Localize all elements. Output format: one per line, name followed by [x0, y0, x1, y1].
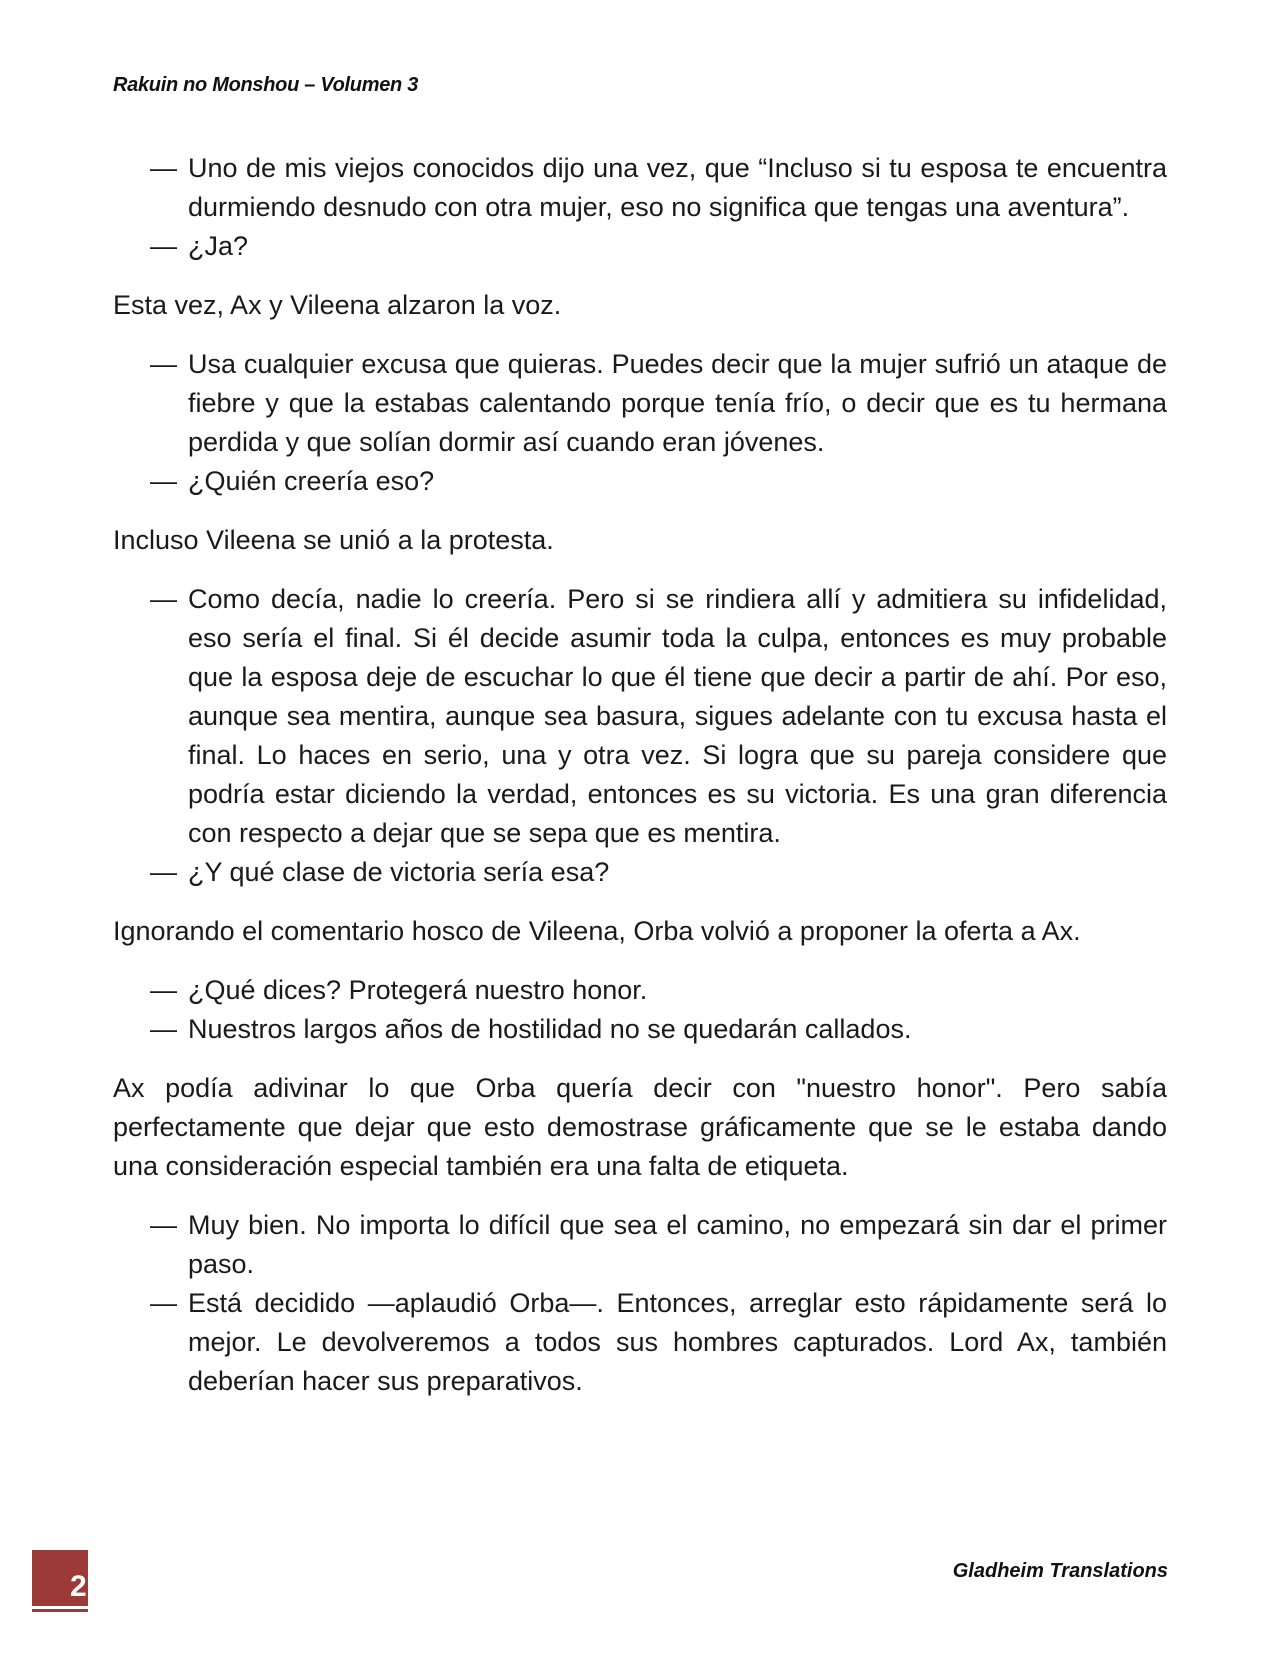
- dialogue-text: ¿Ja?: [188, 231, 249, 261]
- dialogue-dash: —: [150, 584, 177, 614]
- dialogue-line: [113, 1010, 1167, 1049]
- dialogue-dash: —: [150, 975, 177, 1005]
- dialogue-text: Muy bien. No importa lo difícil que sea el camino, no empezará sin dar el primer paso.: [188, 1210, 1167, 1279]
- dialogue-dash: —: [150, 153, 177, 183]
- dialogue-dash: —: [150, 857, 177, 887]
- page-number-underline: [32, 1609, 88, 1612]
- dialogue-line: [113, 462, 1167, 501]
- narration-paragraph: Ignorando el comentario hosco de Vileena, Orba volvió a proponer la oferta a Ax.: [113, 916, 1081, 946]
- dialogue-dash: —: [150, 1288, 177, 1318]
- dialogue-dash: —: [150, 1014, 177, 1044]
- dialogue-line: [113, 227, 1167, 266]
- page-number: 2: [70, 1570, 87, 1603]
- dialogue-line: [113, 149, 1167, 227]
- narration-paragraph: Incluso Vileena se unió a la protesta.: [113, 525, 554, 555]
- dialogue-line: [113, 1206, 1167, 1284]
- dialogue-line: [113, 971, 1167, 1010]
- dialogue-dash: —: [150, 231, 177, 261]
- dialogue-dash: —: [150, 466, 177, 496]
- dialogue-line: [113, 580, 1167, 853]
- dialogue-text: Como decía, nadie lo creería. Pero si se rindiera allí y admitiera su infidelidad, eso sería el final. Si él decide asumir toda la culpa, entonces es muy probable que la esposa deje de escuchar lo que él tiene que decir a partir de ahí. Por eso, aunque sea mentira, aunque sea basura, sigues adelante con tu excusa hasta el final. Lo haces en serio, una y otra vez. Si logra que su pareja considere que podría estar diciendo la verdad, entonces es su victoria. Es una gran diferencia con respecto a dejar que se sepa que es mentira.: [188, 584, 1167, 848]
- dialogue-line: [113, 853, 1167, 892]
- dialogue-text: ¿Y qué clase de victoria sería esa?: [188, 857, 610, 887]
- dialogue-text: Nuestros largos años de hostilidad no se quedarán callados.: [188, 1014, 912, 1044]
- narration-paragraph: Esta vez, Ax y Vileena alzaron la voz.: [113, 290, 562, 320]
- dialogue-text: Usa cualquier excusa que quieras. Puedes decir que la mujer sufrió un ataque de fiebre y que la estabas calentando porque tenía frío, o decir que es tu hermana perdida y que solían dormir así cuando eran jóvenes.: [188, 349, 1167, 457]
- dialogue-text: ¿Qué dices? Protegerá nuestro honor.: [188, 975, 648, 1005]
- dialogue-line: [113, 1284, 1167, 1401]
- dialogue-line: [113, 345, 1167, 462]
- translator-credit: Gladheim Translations: [952, 1560, 1168, 1582]
- running-header: Rakuin no Monshou – Volumen 3: [113, 74, 419, 96]
- dialogue-text: Está decidido —aplaudió Orba—. Entonces, arreglar esto rápidamente será lo mejor. Le devolveremos a todos sus hombres capturados. Lord Ax, también deberían hacer sus preparativos.: [188, 1288, 1167, 1396]
- dialogue-dash: —: [150, 349, 177, 379]
- dialogue-dash: —: [150, 1210, 177, 1240]
- narration-paragraph: Ax podía adivinar lo que Orba quería decir con "nuestro honor". Pero sabía perfectamente que dejar que esto demostrase gráficamente que se le estaba dando una consideración especial también era una falta de etiqueta.: [113, 1073, 1167, 1181]
- dialogue-text: Uno de mis viejos conocidos dijo una vez, que “Incluso si tu esposa te encuentra durmiendo desnudo con otra mujer, eso no significa que tengas una aventura”.: [188, 153, 1167, 222]
- dialogue-text: ¿Quién creería eso?: [188, 466, 435, 496]
- page-body: [113, 149, 1167, 1401]
